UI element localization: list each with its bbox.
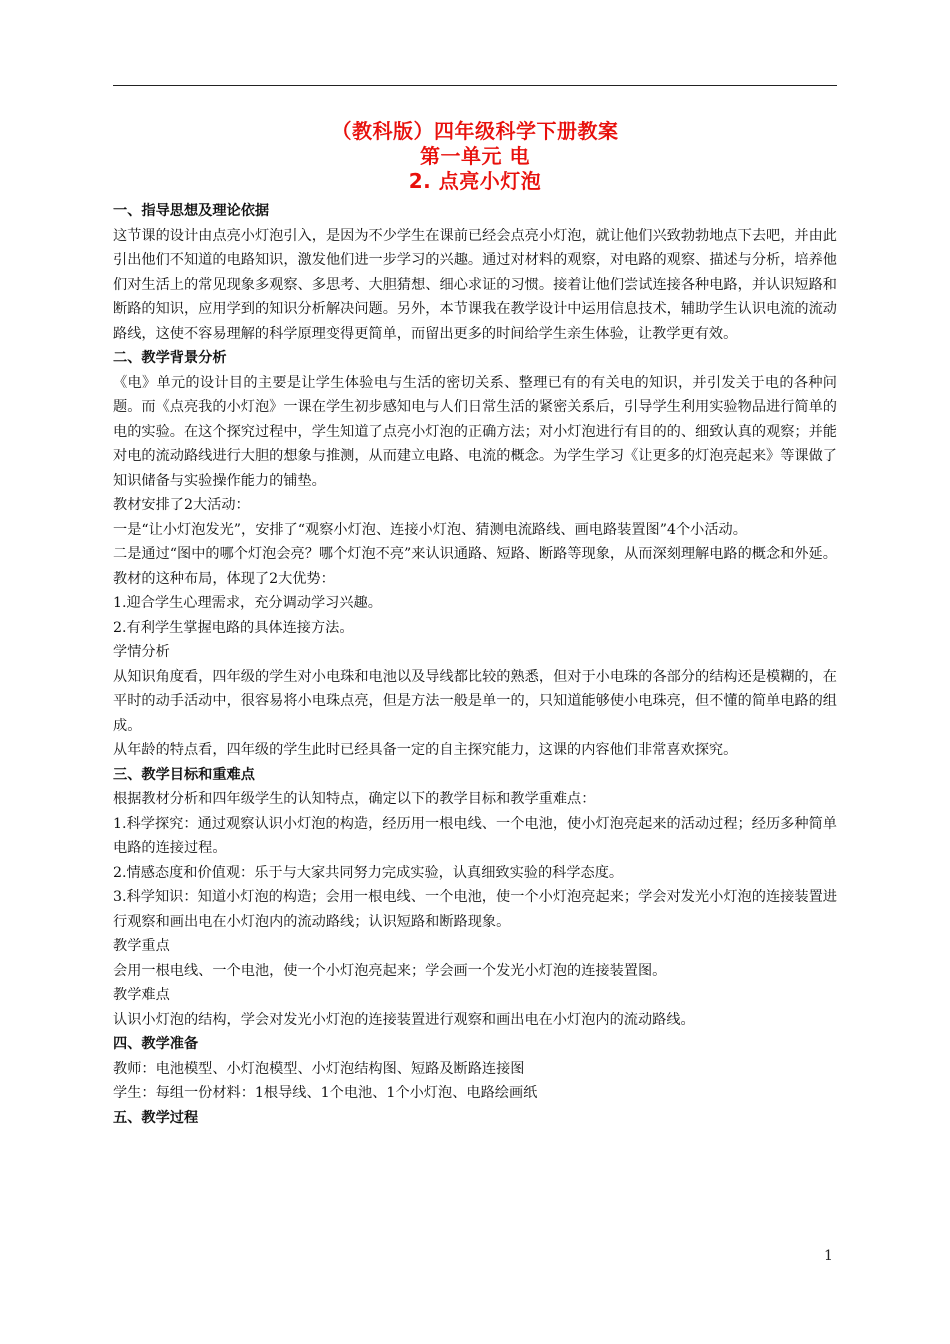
body-paragraph: 教学难点 xyxy=(113,987,170,1003)
section-heading: 一、指导思想及理论依据 xyxy=(113,203,270,219)
body-paragraph: 3.科学知识：知道小灯泡的构造；会用一根电线、一个电池，使一个小灯泡亮起来；学会对发光小灯泡的连接装置进行观察和画出电在小灯泡内的流动路线；认识短路和断路现象。 xyxy=(113,889,837,930)
section-heading: 三、教学目标和重难点 xyxy=(113,766,255,783)
lesson-title: 2. 点亮小灯泡 xyxy=(408,169,542,193)
body-paragraph: 根据教材分析和四年级学生的认知特点，确定以下的教学目标和教学重难点： xyxy=(113,791,596,807)
body-paragraph: 《电》单元的设计目的主要是让学生体验电与生活的密切关系、整理已有的有关电的知识，并引发关于电的各种问题。而《点亮我的小灯泡》一课在学生初步感知电与人们日常生活的紧密关系后，引导学生利用实验物品进行简单的电的实验。在这个探究过程中，学生知道了点亮小灯泡的正确方法；对小灯泡进行有目的的、细致认真的观察；并能对电的流动路线进行大胆的想象与推测，从而建立电路、电流的概念。为学生学习《让更多的灯泡亮起来》等课做了知识储备与实验操作能力的铺垫。 xyxy=(113,374,837,489)
document-body xyxy=(113,199,837,1130)
body-paragraph: 一是“让小灯泡发光”，安排了“观察小灯泡、连接小灯泡、猜测电流路线、画电路装置图”4个小活动。 xyxy=(113,521,747,538)
document-title: （教科版）四年级科学下册教案 xyxy=(331,119,619,143)
section-heading: 五、教学过程 xyxy=(113,1109,199,1126)
body-paragraph: 从知识角度看，四年级的学生对小电珠和电池以及导线都比较的熟悉，但对于小电珠的各部分的结构还是模糊的，在平时的动手活动中，很容易将小电珠点亮，但是方法一般是单一的，只知道能够使小电珠亮，但不懂的简单电路的组成。 xyxy=(113,668,837,734)
body-paragraph: 学生：每组一份材料：1根导线、1个电池、1个小灯泡、电路绘画纸 xyxy=(113,1085,538,1101)
header-rule xyxy=(113,85,837,86)
body-paragraph: 教材安排了2大活动： xyxy=(113,497,250,513)
body-paragraph: 教材的这种布局，体现了2大优势： xyxy=(113,570,335,587)
body-paragraph: 学情分析 xyxy=(113,644,170,660)
body-paragraph: 这节课的设计由点亮小灯泡引入，是因为不少学生在课前已经会点亮小灯泡，就让他们兴致勃勃地点下去吧，并由此引出他们不知道的电路知识，激发他们进一步学习的兴趣。通过对材料的观察，对电路的观察、描述与分析，培养他们对生活上的常见现象多观察、多思考、大胆猜想、细心求证的习惯。接着让他们尝试连接各种电路，并认识短路和断路的知识，应用学到的知识分析解决问题。另外，本节课我在教学设计中运用信息技术，辅助学生认识电流的流动路线，这使不容易理解的科学原理变得更简单，而留出更多的时间给学生亲生体验，让教学更有效。 xyxy=(113,227,837,342)
unit-title: 第一单元 电 xyxy=(420,144,530,168)
body-paragraph: 认识小灯泡的结构，学会对发光小灯泡的连接装置进行观察和画出电在小灯泡内的流动路线。 xyxy=(113,1011,695,1028)
body-paragraph: 1.迎合学生心理需求，充分调动学习兴趣。 xyxy=(113,595,382,611)
title-block xyxy=(113,119,837,194)
body-paragraph: 从年龄的特点看，四年级的学生此时已经具备一定的自主探究能力，这课的内容他们非常喜欢探究。 xyxy=(113,742,738,758)
body-paragraph: 2.情感态度和价值观：乐于与大家共同努力完成实验，认真细致实验的科学态度。 xyxy=(113,864,624,881)
body-paragraph: 二是通过“图中的哪个灯泡会亮？哪个灯泡不亮”来认识通路、短路、断路等现象，从而深刻理解电路的概念和外延。 xyxy=(113,546,837,562)
body-paragraph: 教学重点 xyxy=(113,938,170,954)
body-paragraph: 1.科学探究：通过观察认识小灯泡的构造，经历用一根电线、一个电池，使小灯泡亮起来的活动过程；经历多种简单电路的连接过程。 xyxy=(113,815,837,856)
body-paragraph: 2.有利学生掌握电路的具体连接方法。 xyxy=(113,619,354,636)
section-heading: 二、教学背景分析 xyxy=(113,350,227,366)
body-paragraph: 教师：电池模型、小灯泡模型、小灯泡结构图、短路及断路连接图 xyxy=(113,1060,525,1077)
body-paragraph: 会用一根电线、一个电池，使一个小灯泡亮起来；学会画一个发光小灯泡的连接装置图。 xyxy=(113,962,667,979)
section-heading: 四、教学准备 xyxy=(113,1036,199,1052)
page-number: 1 xyxy=(824,1248,833,1264)
